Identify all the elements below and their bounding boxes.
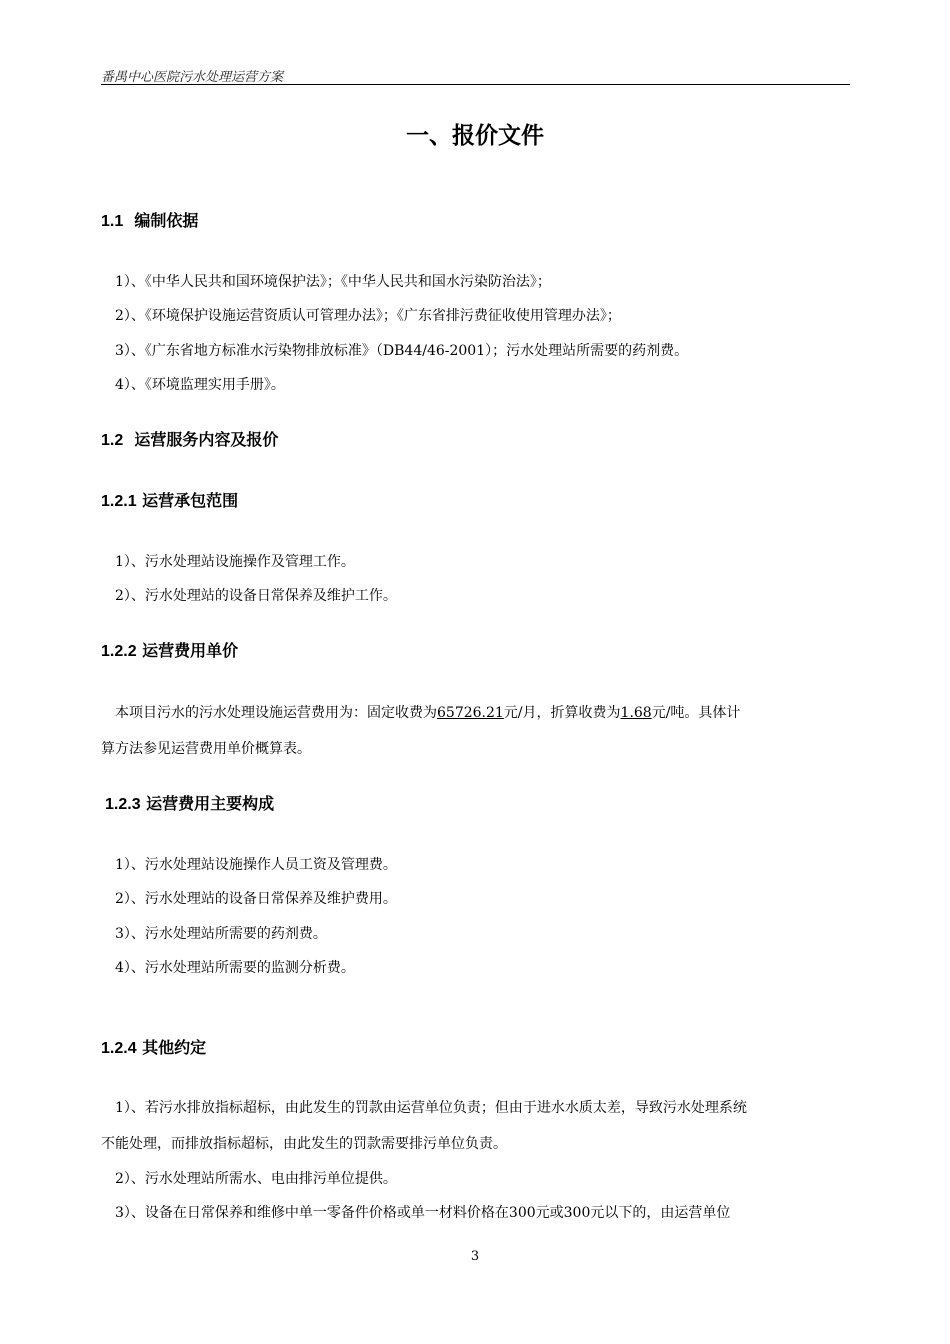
heading-number: 1.1 — [101, 213, 124, 230]
basis-item-2: 2）、《环境保护设施运营资质认可管理办法》；《广东省排污费征收使用管理办法》； — [115, 308, 621, 324]
header-text: 番禺中心医院污水处理运营方案 — [101, 70, 284, 85]
heading-text: 运营承包范围 — [142, 491, 239, 510]
heading-1-2-1 — [101, 490, 238, 513]
other-item-1-line-1: 1）、若污水排放指标超标，由此发生的罚款由运营单位负责；但由于进水水质太差，导致污水处理系统 — [115, 1100, 747, 1116]
cost-item-2: 2）、污水处理站的设备日常保养及维护费用。 — [115, 891, 397, 907]
other-item-1-line-2: 不能处理，而排放指标超标，由此发生的罚款需要排污单位负责。 — [101, 1136, 507, 1152]
heading-1-1 — [101, 210, 198, 233]
heading-number: 1.2.4 — [101, 1040, 137, 1057]
basis-item-4: 4）、《环境监理实用手册》。 — [115, 377, 285, 393]
document-title: 一、报价文件 — [406, 123, 544, 149]
price-suffix: 元/吨。具体计 — [651, 705, 741, 721]
cost-item-3: 3）、污水处理站所需要的药剂费。 — [115, 926, 327, 942]
heading-1-2 — [101, 429, 278, 452]
heading-text: 编制依据 — [134, 211, 199, 230]
heading-number: 1.2.1 — [101, 493, 137, 510]
basis-item-3: 3）、《广东省地方标准水污染物排放标准》（DB44/46-2001）；污水处理站所需要的药剂费。 — [115, 343, 689, 359]
cost-item-1: 1）、污水处理站设施操作人员工资及管理费。 — [115, 857, 397, 873]
price-paragraph-line-2: 算方法参见运营费用单价概算表。 — [101, 741, 311, 757]
basis-item-1: 1）、《中华人民共和国环境保护法》；《中华人民共和国水污染防治法》； — [115, 274, 551, 290]
page-number: 3 — [470, 1249, 480, 1264]
heading-text: 运营费用主要构成 — [146, 794, 275, 813]
fixed-fee-value: 65726.21 — [437, 705, 504, 721]
heading-1-2-4 — [101, 1037, 206, 1060]
price-paragraph-line-1 — [115, 703, 740, 723]
scope-item-2: 2）、污水处理站的设备日常保养及维护工作。 — [115, 588, 397, 604]
heading-1-2-3 — [105, 793, 274, 816]
heading-number: 1.2 — [101, 432, 124, 449]
heading-text: 运营服务内容及报价 — [134, 430, 279, 449]
unit-fee-value: 1.68 — [620, 705, 652, 721]
heading-text: 其他约定 — [142, 1038, 207, 1057]
cost-item-4: 4）、污水处理站所需要的监测分析费。 — [115, 960, 355, 976]
heading-text: 运营费用单价 — [142, 641, 239, 660]
heading-number: 1.2.3 — [105, 796, 141, 813]
other-item-2: 2）、污水处理站所需水、电由排污单位提供。 — [115, 1171, 397, 1187]
price-mid: 元/月，折算收费为 — [503, 705, 621, 721]
page-header — [101, 66, 850, 85]
heading-number: 1.2.2 — [101, 643, 137, 660]
price-prefix: 本项目污水的污水处理设施运营费用为：固定收费为 — [115, 705, 437, 721]
scope-item-1: 1）、污水处理站设施操作及管理工作。 — [115, 554, 355, 570]
heading-1-2-2 — [101, 640, 238, 663]
other-item-3: 3）、设备在日常保养和维修中单一零备件价格或单一材料价格在300元或300元以下的，由运营单位 — [115, 1205, 731, 1221]
